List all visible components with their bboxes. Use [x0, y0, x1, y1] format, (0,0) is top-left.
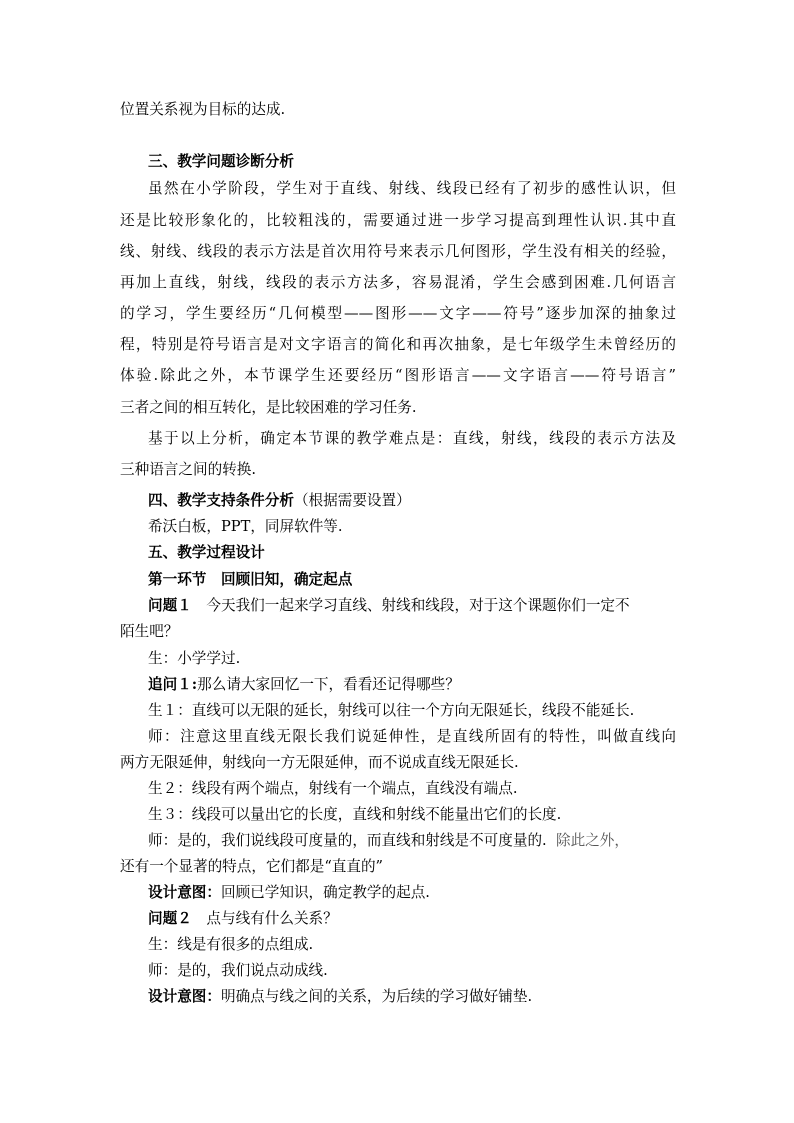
section-heading-3: 三、教学问题诊断分析	[148, 153, 294, 170]
text-line: 希沃白板，PPT，同屏软件等.	[148, 518, 343, 535]
section-heading-4-line	[148, 491, 411, 511]
section-heading-4: 四、教学支持条件分析	[148, 492, 294, 509]
followup-text: 那么请大家回忆一下，看看还记得哪些？	[197, 676, 460, 693]
design-intent-text: 回顾已学知识，确定教学的起点.	[220, 884, 430, 901]
text-line: 生３：线段可以量出它的长度，直线和射线不能量出它们的长度.	[148, 806, 562, 823]
text-line: 三种语言之间的转换.	[120, 461, 256, 478]
question-2-label: 问题２	[148, 910, 192, 927]
text-line: 生２：线段有两个端点，射线有一个端点，直线没有端点.	[148, 780, 518, 797]
teacher-line	[148, 831, 629, 851]
text-line: 生：线是有很多的点组成.	[148, 936, 314, 953]
text-line: 生１：直线可以无限的延长，射线可以往一个方向无限延长，线段不能延长.	[148, 702, 635, 719]
design-intent-1	[148, 883, 430, 903]
section-heading-4-note: （根据需要设置）	[293, 492, 411, 509]
text-line: 的学习，学生要经历“几何模型——图形——文字——符号”逐步加深的抽象过	[120, 305, 676, 322]
text-line: 陌生吧？	[120, 623, 179, 640]
text-line: 还是比较形象化的，比较粗浅的，需要通过进一步学习提高到理性认识.其中直	[120, 212, 676, 229]
text-line: 程，特别是符号语言是对文字语言的简化和再次抽象，是七年级学生未曾经历的	[120, 336, 676, 353]
design-intent-2	[148, 987, 532, 1007]
teacher-text-gray: 除此之外，	[555, 832, 629, 849]
text-line: 还有一个显著的特点，它们都是“直直的”	[120, 858, 384, 875]
text-line: 位置关系视为目标的达成.	[120, 101, 286, 118]
question-1-label: 问题１	[148, 597, 192, 614]
step-heading-1: 第一环节 回顾旧知，确定起点	[148, 571, 353, 588]
text-line: 两方无限延伸，射线向一方无限延伸，而不说成直线无限延长.	[120, 754, 519, 771]
followup-line	[148, 675, 460, 695]
text-line: 师：注意这里直线无限长我们说延伸性，是直线所固有的特性，叫做直线向	[148, 728, 676, 745]
design-intent-text: 明确点与线之间的关系，为后续的学习做好铺垫.	[220, 988, 533, 1005]
question-1-line	[148, 596, 676, 616]
followup-label: 追问１:	[148, 676, 198, 693]
section-heading-5: 五、教学过程设计	[148, 544, 265, 561]
design-intent-label: 设计意图：	[148, 884, 221, 901]
question-2-text: 点与线有什么关系？	[191, 910, 338, 927]
text-line: 线、射线、线段的表示方法是首次用符号来表示几何图形，学生没有相关的经验，	[120, 243, 676, 260]
question-1-text: 今天我们一起来学习直线、射线和线段，对于这个课题你们一定不	[191, 597, 630, 614]
text-line: 体验.除此之外，本节课学生还要经历“图形语言——文字语言——符号语言”	[120, 367, 676, 384]
text-line: 再加上直线，射线，线段的表示方法多，容易混淆，学生会感到困难.几何语言	[120, 274, 676, 291]
text-line: 基于以上分析，确定本节课的教学难点是：直线，射线，线段的表示方法及	[148, 430, 676, 447]
text-line: 虽然在小学阶段，学生对于直线、射线、线段已经有了初步的感性认识，但	[148, 180, 676, 197]
question-2-line	[148, 909, 338, 929]
design-intent-label: 设计意图：	[148, 988, 221, 1005]
teacher-text: 师：是的，我们说线段可度量的，而直线和射线是不可度量的.	[148, 832, 547, 849]
text-line: 三者之间的相互转化，是比较困难的学习任务.	[120, 399, 417, 416]
text-line: 师：是的，我们说点动成线.	[148, 962, 328, 979]
text-line: 生：小学学过.	[148, 650, 241, 667]
